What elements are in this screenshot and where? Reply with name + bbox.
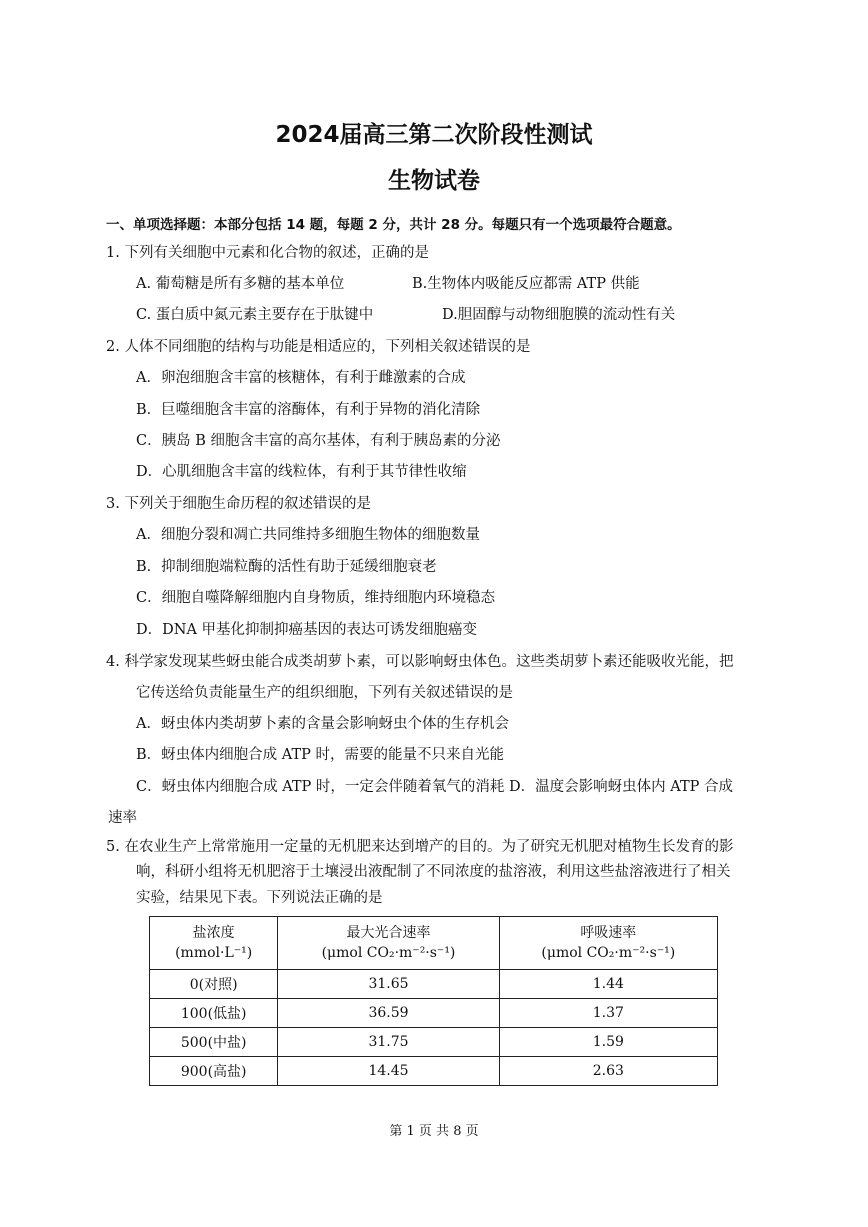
header-max-photosynthesis: 最大光合速率 bbox=[346, 925, 431, 941]
table-cell: 31.65 bbox=[278, 970, 499, 999]
question-3-option-a: A．细胞分裂和凋亡共同维持多细胞生物体的细胞数量 bbox=[136, 527, 480, 543]
section-heading: 一、单项选择题：本部分包括 14 题，每题 2 分，共计 28 分。每题只有一个选项最符合题意。 bbox=[106, 217, 681, 233]
question-4-option-a: A．蚜虫体内类胡萝卜素的含量会影响蚜虫个体的生存机会 bbox=[136, 716, 509, 732]
exam-subtitle: 生物试卷 bbox=[388, 168, 480, 194]
question-3-option-b: B．抑制细胞端粒酶的活性有助于延缓细胞衰老 bbox=[136, 559, 437, 575]
table-cell: 1.37 bbox=[499, 999, 717, 1028]
table-header-row bbox=[150, 917, 718, 970]
question-2-option-a: A．卵泡细胞含丰富的核糖体，有利于雌激素的合成 bbox=[136, 370, 466, 386]
table-row bbox=[150, 1057, 718, 1086]
question-3-option-c: C．细胞自噬降解细胞内自身物质，维持细胞内环境稳态 bbox=[136, 590, 496, 606]
question-4-option-d-wrap: 速率 bbox=[108, 810, 137, 826]
page-footer: 第 1 页 共 8 页 bbox=[389, 1124, 479, 1139]
exam-title: 2024届高三第二次阶段性测试 bbox=[275, 122, 593, 148]
question-3-stem: 3. 下列关于细胞生命历程的叙述错误的是 bbox=[106, 496, 371, 512]
table-header-cell bbox=[278, 917, 499, 970]
question-4-stem-line-1: 4. 科学家发现某些蚜虫能合成类胡萝卜素，可以影响蚜虫体色。这些类胡萝卜素还能吸收光能，把 bbox=[106, 654, 734, 670]
question-1-option-a: A. 葡萄糖是所有多糖的基本单位 bbox=[136, 276, 345, 292]
table-cell: 1.44 bbox=[499, 970, 717, 999]
table-cell: 1.59 bbox=[499, 1028, 717, 1057]
table-row bbox=[150, 999, 718, 1028]
question-1-stem: 1. 下列有关细胞中元素和化合物的叙述，正确的是 bbox=[106, 245, 429, 261]
table-cell: 2.63 bbox=[499, 1057, 717, 1086]
header-respiration-unit: (μmol CO₂·m⁻²·s⁻¹) bbox=[541, 945, 676, 961]
question-2-option-d: D．心肌细胞含丰富的线粒体，有利于其节律性收缩 bbox=[136, 464, 467, 480]
table-row bbox=[150, 970, 718, 999]
question-4-option-c: C．蚜虫体内细胞合成 ATP 时，一定会伴随着氧气的消耗 D．温度会影响蚜虫体内 ATP 合成 bbox=[136, 779, 733, 795]
table-cell: 0(对照) bbox=[150, 970, 278, 999]
salt-experiment-table bbox=[149, 916, 718, 1086]
question-2-stem: 2. 人体不同细胞的结构与功能是相适应的，下列相关叙述错误的是 bbox=[106, 339, 531, 355]
question-4-option-b: B．蚜虫体内细胞合成 ATP 时，需要的能量不只来自光能 bbox=[136, 747, 504, 763]
question-4-stem-line-2: 它传送给负责能量生产的组织细胞，下列有关叙述错误的是 bbox=[136, 685, 513, 701]
question-5-stem-line-1: 5. 在农业生产上常常施用一定量的无机肥来达到增产的目的。为了研究无机肥对植物生长发育的影 bbox=[106, 839, 734, 855]
table-cell: 14.45 bbox=[278, 1057, 499, 1086]
question-5-stem-line-2: 响，科研小组将无机肥溶于土壤浸出液配制了不同浓度的盐溶液，利用这些盐溶液进行了相关 bbox=[136, 864, 731, 880]
table-cell: 100(低盐) bbox=[150, 999, 278, 1028]
header-salt-unit: (mmol·L⁻¹) bbox=[175, 945, 253, 961]
question-2-option-b: B．巨噬细胞含丰富的溶酶体，有利于异物的消化清除 bbox=[136, 402, 481, 418]
table-cell: 36.59 bbox=[278, 999, 499, 1028]
question-1-option-c: C. 蛋白质中氮元素主要存在于肽键中 bbox=[136, 307, 374, 323]
question-1-option-b: B.生物体内吸能反应都需 ATP 供能 bbox=[412, 276, 640, 292]
question-5-stem-line-3: 实验，结果见下表。下列说法正确的是 bbox=[136, 890, 383, 906]
table-cell: 31.75 bbox=[278, 1028, 499, 1057]
table-header-cell bbox=[150, 917, 278, 970]
table-cell: 500(中盐) bbox=[150, 1028, 278, 1057]
table-row bbox=[150, 1028, 718, 1057]
question-2-option-c: C．胰岛 B 细胞含丰富的高尔基体，有利于胰岛素的分泌 bbox=[136, 433, 501, 449]
table-header-cell bbox=[499, 917, 717, 970]
table-cell: 900(高盐) bbox=[150, 1057, 278, 1086]
question-3-option-d: D．DNA 甲基化抑制抑癌基因的表达可诱发细胞癌变 bbox=[136, 622, 478, 638]
header-photosynthesis-unit: (μmol CO₂·m⁻²·s⁻¹) bbox=[321, 945, 456, 961]
header-respiration-rate: 呼吸速率 bbox=[580, 925, 637, 941]
header-salt-concentration: 盐浓度 bbox=[192, 925, 235, 941]
question-1-option-d: D.胆固醇与动物细胞膜的流动性有关 bbox=[442, 307, 676, 323]
